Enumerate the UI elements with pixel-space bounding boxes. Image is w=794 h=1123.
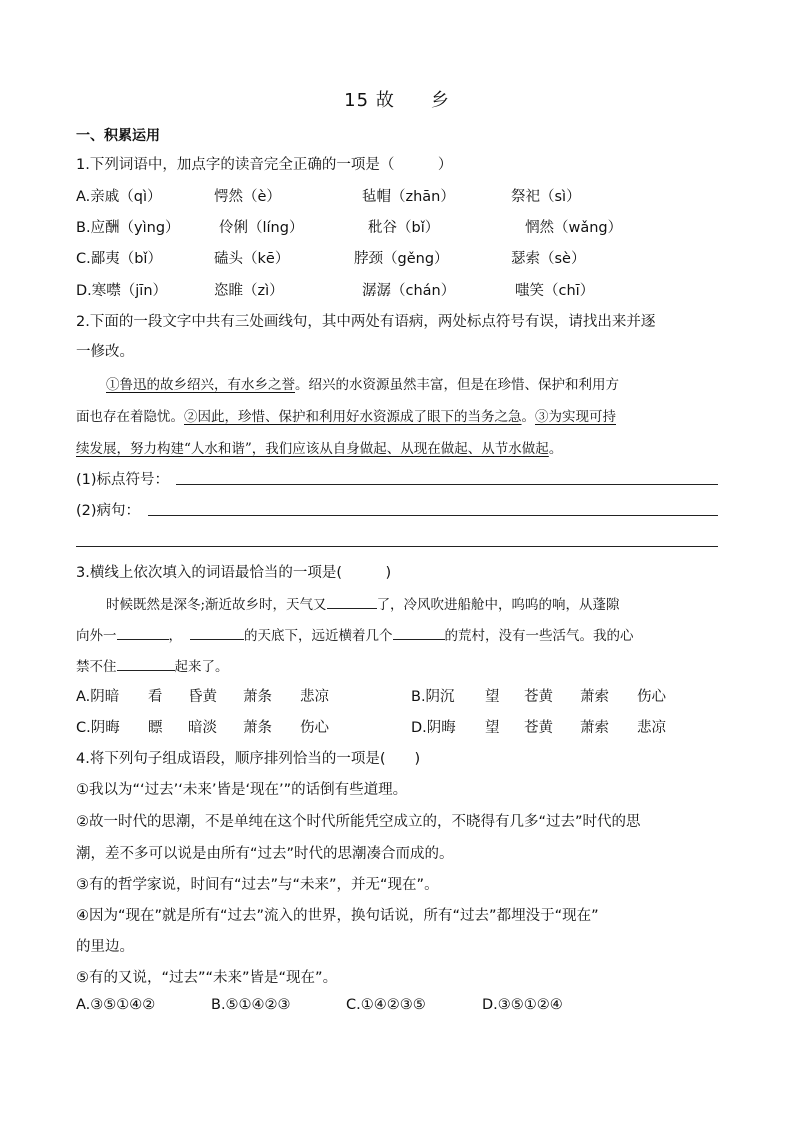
q4-option-c: C.①④②③⑤: [346, 997, 426, 1013]
q2-passage-line2: 面也存在着隐忧。②因此，珍惜、保护和利用好水资源成了眼下的当务之急。③为实现可持: [76, 409, 616, 425]
q1-option-a-word3: 毡帽（zhān）: [362, 189, 455, 205]
q1-option-a: A.亲戚（qì）: [76, 189, 162, 205]
underlined-sentence-3-cont: 续发展，努力构建“人水和谐”，我们应该从自身做起、从现在做起、从节水做起: [76, 441, 549, 457]
q3-stem: 3.横线上依次填入的词语最恰当的一项是( ): [76, 565, 392, 581]
q4-sentence-2-line2: 潮，差不多可以说是由所有“过去”时代的思潮凑合而成的。: [76, 846, 454, 862]
q1-option-d-word4: 嗤笑（chī）: [515, 283, 595, 299]
q3-passage-line1: 时候既然是深冬;渐近故乡时，天气又 了，冷风吹进船舱中，呜呜的响，从蓬隙: [106, 593, 620, 613]
q3-option-a: A.阴暗 看 昏黄 萧条 悲凉: [76, 689, 329, 705]
q2-answer-sentence-label: (2)病句：: [76, 503, 141, 519]
answer-line-sentence[interactable]: [148, 515, 718, 516]
fill-blank-3[interactable]: [190, 625, 244, 640]
q1-option-a-word4: 祭祀（sì）: [511, 189, 581, 205]
underlined-sentence-3: ③为实现可持: [535, 409, 616, 425]
page-title: [0, 86, 794, 112]
q3-passage-line3: 禁不住 起来了。: [76, 655, 229, 675]
q1-option-d-word3: 潺潺（chán）: [362, 283, 456, 299]
q2-stem-line2: 一修改。: [76, 344, 134, 360]
q1-stem: 1.下列词语中，加点字的读音完全正确的一项是（ ）: [76, 157, 453, 173]
title-char-1: 故: [375, 90, 395, 111]
q4-stem: 4.将下列句子组成语段，顺序排列恰当的一项是( ): [76, 751, 421, 767]
q1-option-b-word4: 惘然（wǎng）: [525, 220, 623, 236]
fill-blank-5[interactable]: [117, 656, 175, 671]
q4-option-a: A.③⑤①④②: [76, 997, 156, 1013]
q4-option-b: B.⑤①④②③: [211, 997, 291, 1013]
q4-sentence-4-line1: ④因为“现在”就是所有“过去”流入的世界，换句话说，所有“过去”都埋没于“现在”: [76, 908, 599, 924]
fill-blank-1[interactable]: [327, 594, 377, 609]
q4-sentence-4-line2: 的里边。: [76, 939, 134, 955]
q2-stem-line1: 2.下面的一段文字中共有三处画线句，其中两处有语病，两处标点符号有误，请找出来并逐: [76, 314, 656, 330]
q1-option-d: D.寒噤（jīn）: [76, 283, 168, 299]
q4-sentence-2-line1: ②故一时代的思潮，不是单纯在这个时代所能凭空成立的，不晓得有几多“过去”时代的思: [76, 814, 641, 830]
q3-option-b: B.阴沉 望 苍黄 萧索 伤心: [411, 689, 666, 705]
title-char-2: 乡: [430, 90, 450, 111]
q1-option-c-word2: 磕头（kē）: [214, 251, 290, 267]
q2-passage-line1: ①鲁迅的故乡绍兴，有水乡之誉。绍兴的水资源虽然丰富，但是在珍惜、保护和利用方: [106, 377, 619, 393]
q1-option-d-word2: 恣睢（zì）: [214, 283, 284, 299]
section-heading: 一、积累运用: [76, 128, 160, 144]
q3-option-d: D.阴晦 望 苍黄 萧索 悲凉: [411, 720, 666, 736]
q4-sentence-5: ⑤有的又说，“过去”“未来”皆是“现在”。: [76, 970, 338, 986]
fill-blank-2[interactable]: [117, 625, 169, 640]
lesson-number: 15: [344, 90, 370, 111]
q1-option-b: B.应酬（yìng）: [76, 220, 180, 236]
q1-option-c-word3: 脖颈（gěng）: [354, 251, 449, 267]
answer-line-punctuation[interactable]: [176, 484, 718, 485]
fill-blank-4[interactable]: [393, 625, 445, 640]
q2-passage-line3: 续发展，努力构建“人水和谐”，我们应该从自身做起、从现在做起、从节水做起。: [76, 441, 563, 457]
q4-sentence-3: ③有的哲学家说，时间有“过去”与“未来”，并无“现在”。: [76, 877, 439, 893]
q1-option-c: C.鄙夷（bǐ）: [76, 251, 162, 267]
underlined-sentence-1: ①鲁迅的故乡绍兴，有水乡之誉: [106, 377, 295, 393]
answer-line-sentence-2[interactable]: [76, 546, 718, 547]
q4-sentence-1: ①我以为“‘过去’‘未来’皆是‘现在’”的话倒有些道理。: [76, 782, 408, 798]
q2-answer-punctuation-label: (1)标点符号：: [76, 472, 170, 488]
q1-option-c-word4: 瑟索（sè）: [511, 251, 586, 267]
q3-option-c: C.阴晦 瞟 暗淡 萧条 伤心: [76, 720, 329, 736]
q4-option-d: D.③⑤①②④: [482, 997, 563, 1013]
underlined-sentence-2: ②因此，珍惜、保护和利用好水资源成了眼下的当务之急: [184, 409, 522, 425]
q1-option-b-word2: 伶俐（líng）: [219, 220, 304, 236]
q1-option-b-word3: 秕谷（bǐ）: [368, 220, 440, 236]
q1-option-a-word2: 愕然（è）: [214, 189, 281, 205]
q3-passage-line2: 向外一 ， 的天底下，远近横着几个 的荒村，没有一些活气。我的心: [76, 624, 634, 644]
